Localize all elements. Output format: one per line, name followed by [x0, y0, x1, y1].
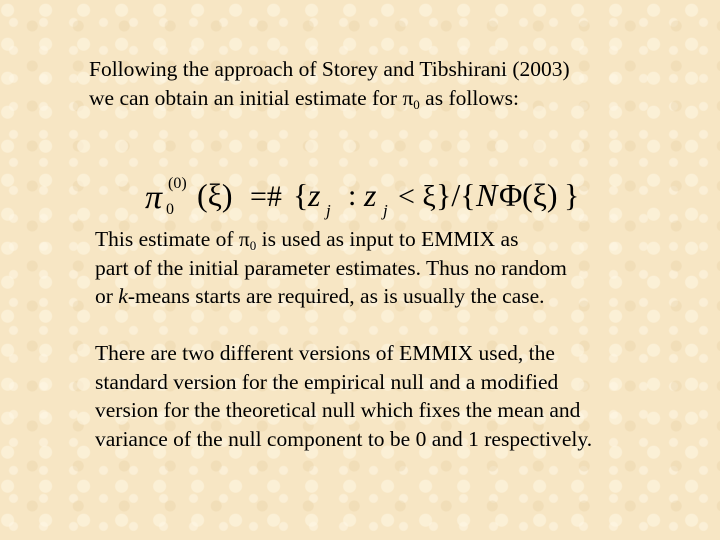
formula-left-brace: { [293, 177, 309, 213]
formula-z-2: z [364, 177, 377, 213]
pi-symbol: π [238, 227, 250, 251]
intro-paragraph [89, 55, 570, 112]
formula-z: z [308, 177, 321, 213]
pi0-formula [140, 168, 590, 220]
formula-N: N [476, 177, 498, 213]
pi-symbol: π [402, 85, 414, 110]
estimate-line-3-text-b: -means starts are required, as is usually the case. [127, 284, 545, 308]
versions-line-1: There are two different versions of EMMIX used, the [95, 341, 555, 365]
formula-phi: Φ [499, 177, 523, 213]
formula-colon: : [348, 179, 357, 212]
formula-argument: (ξ) [197, 177, 233, 213]
pi-subscript: 0 [249, 238, 257, 253]
formula-equals-hash: =# [250, 180, 282, 213]
estimate-paragraph [95, 225, 567, 311]
formula-j-subscript: j [326, 201, 331, 220]
versions-paragraph [95, 339, 592, 453]
formula-pi: π [145, 179, 163, 216]
estimate-line-2: part of the initial parameter estimates. Thus no random [95, 255, 567, 280]
versions-line-3: version for the theoretical null which fixes the mean and [95, 398, 581, 422]
intro-line-2-text-a: we can obtain an initial estimate for [89, 85, 403, 110]
intro-line-2 [89, 84, 570, 113]
formula-less-than-xi: < ξ [398, 180, 436, 213]
formula-brace-divide: }/{ [436, 177, 476, 213]
estimate-line-3 [95, 282, 567, 311]
formula-right-brace: } [564, 177, 580, 213]
estimate-line-3-text-a: or [95, 284, 119, 308]
pi-subscript: 0 [413, 96, 420, 112]
estimate-line-1-text-b: is used as input to EMMIX as [256, 227, 519, 251]
k-italic: k [118, 284, 128, 308]
intro-line-2-text-b: as follows: [419, 85, 519, 110]
formula-j-subscript-2: j [383, 201, 388, 220]
versions-line-2: standard version for the empirical null and a modified [95, 369, 559, 394]
formula-subscript-zero: 0 [166, 201, 174, 218]
intro-line-1: Following the approach of Storey and Tibshirani (2003) [89, 57, 570, 81]
formula-superscript: (0) [168, 175, 187, 192]
estimate-line-1-text-a: This estimate of [95, 227, 239, 251]
versions-line-4: variance of the null component to be 0 and 1 respectively. [95, 426, 593, 451]
formula-argument-2: (ξ) [522, 177, 558, 213]
estimate-line-1 [95, 225, 567, 254]
